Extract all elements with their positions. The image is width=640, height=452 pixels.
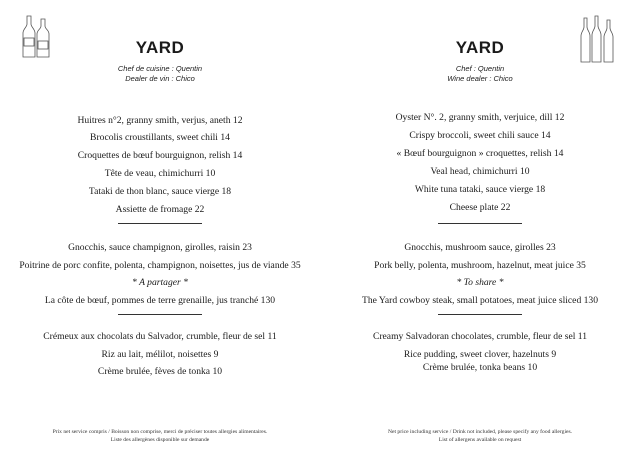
restaurant-name: YARD	[455, 38, 505, 57]
starter-item: Oyster N°. 2, granny smith, verjuice, dill 12	[395, 112, 565, 123]
starter-item: Cheese plate 22	[449, 202, 511, 213]
footer-note: Prix net service compris / Boisson non comprise, merci de préciser toutes allergies alimentaires.	[52, 429, 268, 435]
section-divider	[438, 223, 522, 224]
wine-credit: Wine dealer : Chico	[447, 74, 513, 83]
share-item: The Yard cowboy steak, small potatoes, meat juice sliced 130	[361, 295, 599, 306]
chef-credit: Chef : Quentin	[455, 64, 505, 73]
starter-item: White tuna tataki, sauce vierge 18	[414, 184, 546, 195]
starter-item: Veal head, chimichurri 10	[430, 166, 530, 177]
share-label: * To share *	[456, 277, 504, 288]
dessert-item: Crème brulée, fèves de tonka 10	[97, 366, 223, 377]
starter-item: Huitres n°2, granny smith, verjus, aneth 12	[77, 115, 243, 126]
share-label: * A partager *	[132, 277, 188, 288]
starter-item: « Bœuf bourguignon » croquettes, relish 14	[396, 148, 564, 159]
dessert-item: Creamy Salvadoran chocolates, crumble, fleur de sel 11	[372, 331, 588, 342]
dessert-item: Crémeux aux chocolats du Salvador, crumble, fleur de sel 11	[43, 331, 277, 342]
starter-item: Brocolis croustillants, sweet chili 14	[90, 132, 230, 143]
footer-allergens: List of allergens available on request	[438, 437, 522, 443]
main-item: Poitrine de porc confite, polenta, champignon, noisettes, jus de viande 35	[19, 260, 301, 271]
dessert-item: Rice pudding, sweet clover, hazelnuts 9	[403, 349, 557, 360]
dessert-item: Crème brulée, tonka beans 10	[422, 362, 538, 373]
starter-item: Assiette de fromage 22	[115, 204, 205, 215]
share-item: La côte de bœuf, pommes de terre grenaille, jus tranché 130	[44, 295, 276, 306]
main-item: Gnocchis, sauce champignon, girolles, raisin 23	[68, 242, 252, 253]
footer-allergens: Liste des allergènes disponible sur demande	[110, 437, 210, 443]
footer-note: Net price including service / Drink not included, please specify any food allergies.	[387, 429, 573, 435]
main-item: Gnocchis, mushroom sauce, girolles 23	[404, 242, 556, 253]
restaurant-name: YARD	[135, 38, 185, 57]
starter-item: Tête de veau, chimichurri 10	[104, 168, 216, 179]
dessert-item: Riz au lait, mélilot, noisettes 9	[101, 349, 219, 360]
menu-english	[320, 0, 640, 452]
starter-item: Crispy broccoli, sweet chili sauce 14	[409, 130, 551, 141]
starter-item: Tataki de thon blanc, sauce vierge 18	[88, 186, 232, 197]
section-divider	[118, 314, 202, 315]
section-divider	[438, 314, 522, 315]
starter-item: Croquettes de bœuf bourguignon, relish 14	[77, 150, 243, 161]
chef-credit: Chef de cuisine : Quentin	[117, 64, 203, 73]
section-divider	[118, 223, 202, 224]
main-item: Pork belly, polenta, mushroom, hazelnut, meat juice 35	[374, 260, 586, 271]
wine-credit: Dealer de vin : Chico	[125, 74, 195, 83]
